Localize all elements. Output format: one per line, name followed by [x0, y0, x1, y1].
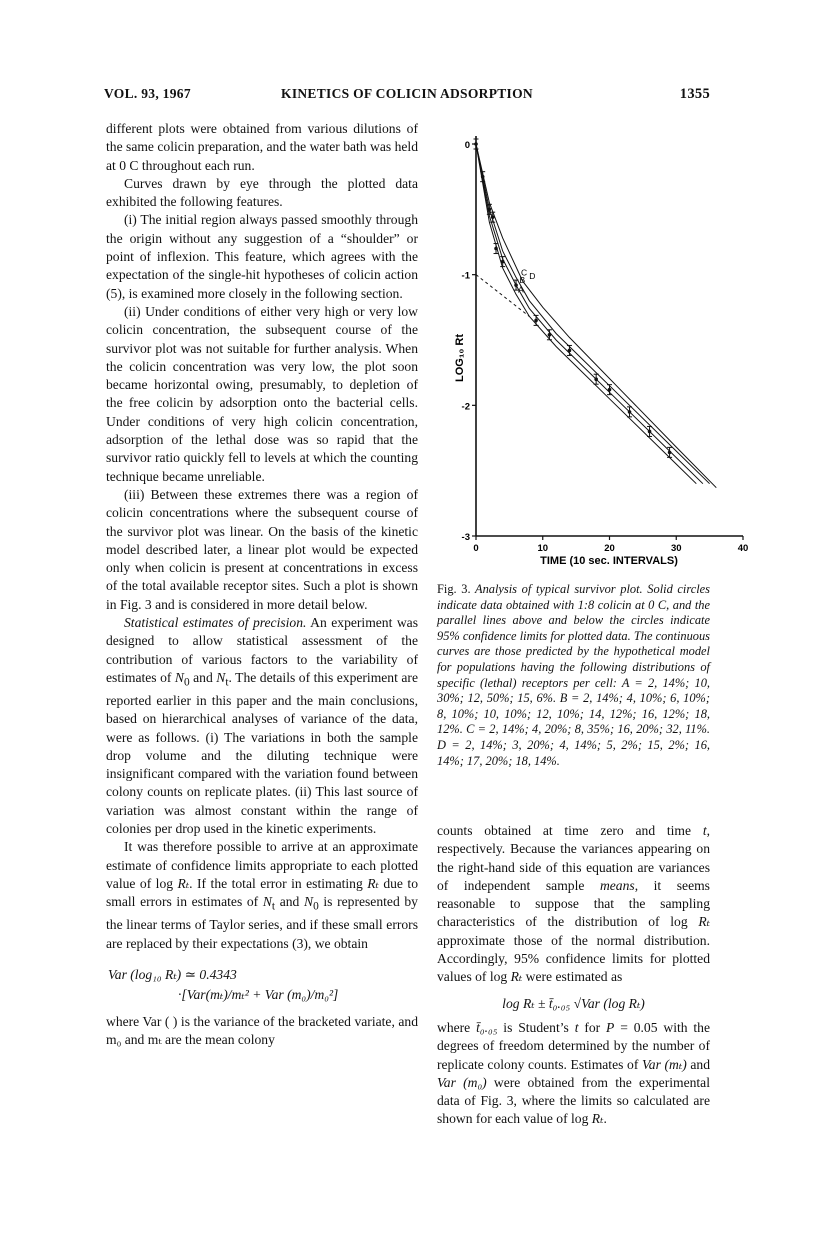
y-tick-label: 0	[464, 140, 470, 151]
data-point	[488, 208, 492, 212]
data-point	[494, 247, 498, 251]
x-tick-label: 20	[604, 543, 615, 554]
paragraph: where Var ( ) is the variance of the bracketed variate, and m₀ and mₜ are the mean colony	[106, 1013, 418, 1048]
equation-line: Var (log₁₀ Rₜ) ≃ 0.4343	[108, 966, 237, 982]
volume-label: VOL. 93, 1967	[104, 86, 191, 101]
data-point	[514, 283, 518, 287]
paragraph: (i) The initial region always passed smoothly through the origin without any suggestion of a “shoulder” or point of inflexion. This feature, which agrees with the expectation of the single-hit hypotheses of colicin action (5), is examined more closely in the following section.	[106, 212, 418, 301]
x-tick-label: 0	[473, 543, 479, 554]
left-column	[106, 120, 418, 1049]
ticks	[462, 140, 749, 554]
data-point	[648, 430, 652, 434]
paragraph: (iii) Between these extremes there was a region of colicin concentrations where the subsequent course of the survivor plot was linear. On the basis of the kinetic model described later, a linear plot would be expected only when colicin is present at concentrations in excess of the total available receptor sites. Such a plot is shown in Fig. 3 and is considered in more detail below.	[106, 486, 418, 612]
page-number: 1355	[679, 86, 710, 102]
running-header	[104, 86, 710, 106]
data-point	[594, 377, 598, 381]
paragraph: It was therefore possible to arrive at an approximate estimate of confidence limits appropriate to each plotted value of log Rₜ. If the total error in estimating Rₜ due to small errors in estimates of $N_t$ and $N_0$ is represented by the linear terms of Taylor series, and if these small errors are replaced by their expectations (3), we obtain	[106, 839, 418, 951]
paragraph: where t̄₀.₀₅ is Student’s t for P = 0.05 with the degrees of freedom determined by the number of replicate colony counts. Estimates of Var (mₜ) and Var (m₀) were obtained from the experimental data of Fig. 3, where the limits so calculated are shown for each value of log Rₜ.	[437, 1019, 711, 1127]
data-point	[608, 388, 612, 392]
data-point	[481, 175, 485, 179]
curve-label-b: B	[519, 275, 526, 286]
x-tick-label: 40	[737, 543, 749, 554]
survivor-plot	[437, 128, 767, 578]
section-heading: Statistical estimates of precision.	[124, 615, 307, 631]
figure-caption	[437, 582, 710, 769]
curve-a	[476, 144, 696, 484]
confidence-limit-equation: log Rₜ ± t̄₀.₀₅ √Var (log Rₜ)	[502, 995, 645, 1011]
caption-text: Analysis of typical survivor plot. Solid circles indicate data obtained with 1:8 colicin at 0 C, and the parallel lines above and below the circles indicate 95% confidence limits for plotted data. The continuous curves are those predicted by the hypothetical model for populations having the following distributions of specific (lethal) receptors per cell: A = 2, 14%; 10, 30%; 12, 50%; 15, 6%. B = 2, 14%; 4, 10%; 6, 10%; 8, 10%; 10, 10%; 12, 10%; 14, 12%; 16, 12%; 18, 12%. C = 2, 14%; 4, 20%; 8, 35%; 16, 20%; 32, 11%. D = 2, 14%; 3, 20%; 4, 14%; 5, 2%; 15, 2%; 16, 14%; 17, 20%; 18, 14%.	[437, 582, 710, 768]
caption-lead: Fig. 3.	[437, 582, 471, 596]
right-column	[437, 822, 710, 1129]
x-tick-label: 10	[537, 543, 549, 554]
curve-label-a: A	[518, 284, 524, 295]
data-point	[491, 215, 495, 219]
data-point	[548, 333, 552, 337]
figure-3	[437, 128, 767, 578]
data-point	[534, 319, 538, 323]
x-axis-label: TIME (10 sec. INTERVALS)	[540, 555, 678, 567]
paragraph: different plots were obtained from various dilutions of the same colicin preparation, and the water bath was held at 0 C throughout each run.	[106, 121, 418, 173]
curve-label-c: C	[521, 267, 528, 278]
equation-line: ·[Var(mₜ)/mₜ² + Var (m₀)/m₀²]	[178, 986, 339, 1002]
curve-b	[476, 144, 703, 484]
curve-c	[476, 144, 710, 484]
data-point	[568, 349, 572, 353]
paragraph: Curves drawn by eye through the plotted data exhibited the following features.	[106, 175, 418, 210]
y-axis-label: LOG₁₀ Rt	[454, 333, 466, 383]
y-tick-label: -1	[461, 270, 470, 282]
paragraph: (ii) Under conditions of either very high or very low colicin concentration, the subsequent course of the survivor plot was not suitable for further analysis. When the colicin concentration was very low, the plot soon became horizontal owing, presumably, to depletion of the free colicin by adsorption onto the bacterial cells. Under conditions of very high colicin concentration, adsorption of the lethal dose was so rapid that the survivor ratio quickly fell to levels at which the counting technique became unreliable.	[106, 303, 418, 484]
data-point	[668, 451, 672, 455]
data-point	[628, 410, 632, 414]
data-points	[474, 139, 673, 457]
variance-equation	[106, 965, 418, 1005]
y-tick-label: -2	[461, 401, 470, 413]
curves	[476, 144, 716, 488]
data-point	[474, 142, 478, 146]
curve-d	[476, 144, 716, 488]
curve-label-d: D	[529, 271, 536, 282]
paragraph: counts obtained at time zero and time t, respectively. Because the variances appearing on the right-hand side of this equation are variances of independent sample means, it seems reasonable to suppose that the sampling characteristics of the distribution of log Rₜ approximate those of the normal distribution. Accordingly, 95% confidence limits for plotted values of log Rₜ were estimated as	[437, 823, 710, 985]
paragraph-statistical-estimates: Statistical estimates of precision. An experiment was designed to allow statistical assessment of the contribution of various factors to the variability of estimates of $N_0$ and $N_t$. The details of this experiment are reported earlier in this paper and the main conclusions, based on hierarchical analyses of variance of the data, were as follows. (i) The variations in both the sample drop volume and the diluting technique were insignificant compared with the variation found between colony counts on replicate plates. (ii) This last source of variation was almost constant within the range of colonies per drop used in the kinetic experiments.	[106, 615, 418, 836]
running-title: KINETICS OF COLICIN ADSORPTION	[281, 86, 533, 101]
x-tick-label: 30	[670, 543, 682, 554]
y-tick-label: -3	[461, 532, 470, 543]
axes	[476, 136, 743, 536]
data-point	[501, 260, 505, 264]
